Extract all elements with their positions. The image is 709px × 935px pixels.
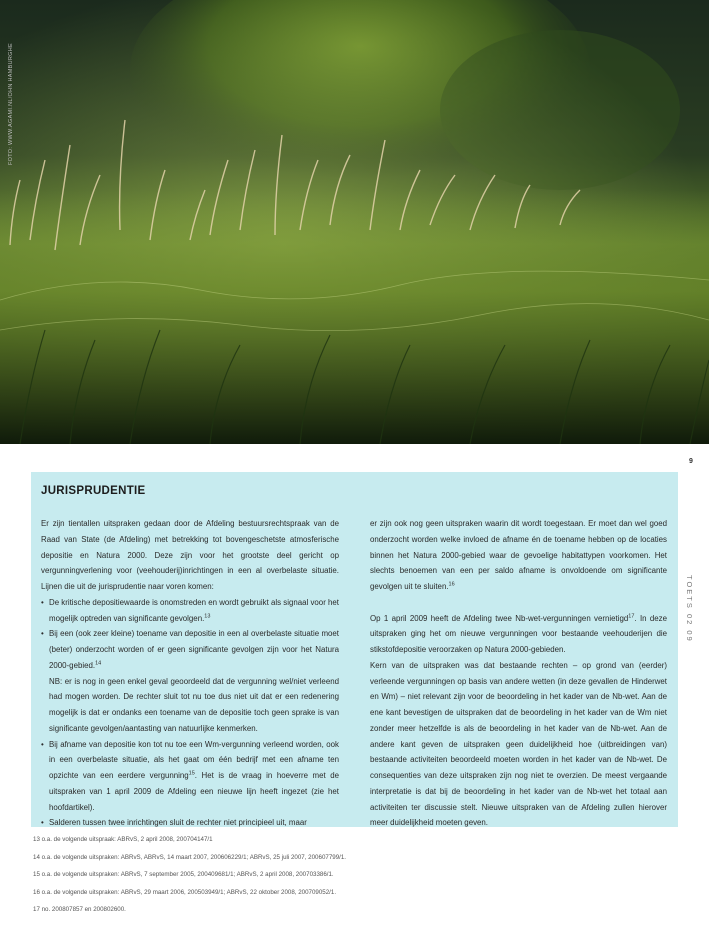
case-law-list: [41, 595, 339, 674]
page-number: 9: [689, 458, 693, 465]
paragraph-gap: [370, 595, 667, 611]
grassland-photo: [0, 0, 709, 444]
footnotes: [33, 831, 673, 919]
footnote: 15 o.a. de volgende uitspraken: ABRvS, 7 september 2005, 200409681/1; ABRvS, 2 april 2008, 200703386/1.: [33, 871, 334, 878]
jurisprudentie-box: [31, 472, 678, 827]
nb-paragraph: NB: er is nog in geen enkel geval geoordeeld dat de vergunning wel/niet verleend had mogen worden. De rechter sluit tot nu toe dus niet uit dat er een redenering mogelijk is dat er ondanks een toename van de depositie toch geen sprake is van significante gevolgen/aantasting van natuurlijke kenmerken.: [49, 676, 339, 733]
footnote-ref: 17: [628, 612, 635, 619]
footnote: 13 o.a. de volgende uitspraak: ABRvS, 2 april 2008, 200704147/1: [33, 836, 213, 843]
footnote-ref: 15: [188, 770, 195, 777]
paragraph: Op 1 april 2009 heeft de Afdeling twee Nb-wet-vergunningen vernietigd$^{17}$. In deze uitspraken ging het om nieuwe vergunningen voor bestaande veehouderijen die stikstofdepositie veroorzaken op Natura 2000-gebieden.: [370, 612, 667, 654]
footnote-ref: 16: [448, 581, 455, 588]
header-photo: [0, 0, 709, 444]
case-law-list-continued: [41, 737, 339, 832]
paragraph: Kern van de uitspraken was dat bestaande rechten – op grond van (eerder) verleende vergunningen op basis van andere wetten (in deze gevallen de Hinderwet en Wm) – niet relevant zijn voor de beoordeling in het kader van de Nb-wet. Aan de ene kant bevestigen de uitspraken dat de beoordeling in het kader van de Wm niet zonder meer hetzelfde is als de beoordeling in het kader van de Nb-wet. Aan de andere kant geven de uitspraken geen duidelijkheid hoe (uitbreidingen van) bestaande activiteiten beoordeeld moeten worden in het kader van de Nb-wet. De consequenties van deze uitspraken zijn nog niet te overzien. De meest vergaande interpretatie is dat bij de beoordeling in het kader van de Nb-wet het totaal aan activiteiten ter discussie stelt. Nieuwe uitspraken van de Afdeling zullen hierover meer duidelijkheid moeten geven.: [370, 660, 667, 828]
footnote: 14 o.a. de volgende uitspraken: ABRvS, ABRvS, 14 maart 2007, 200606229/1; ABRvS, 25 juli 2007, 200607799/1.: [33, 853, 347, 861]
footnote-ref: 14: [95, 660, 102, 667]
list-item: • Salderen tussen twee inrichtingen sluit de rechter niet principieel uit, maar: [41, 815, 339, 831]
paragraph: er zijn ook nog geen uitspraken waarin dit wordt toegestaan. Er moet dan wel goed onderzocht worden welke invloed de afname én de toename hebben op de locaties binnen het Natura 2000-gebied waar de gevoelige habitattypen voorkomen. Het slechts benoemen van een per saldo afname is onvoldoende om significante gevolgen uit te sluiten.$^{16}$: [370, 519, 667, 591]
side-label-text: TOETS 02 09: [685, 575, 694, 643]
side-label: [686, 575, 696, 645]
box-title: JURISPRUDENTIE: [41, 485, 146, 497]
list-item: • De kritische depositiewaarde is onomstreden en wordt gebruikt als signaal voor het mogelijk optreden van significante gevolgen.$^{13}$: [41, 595, 339, 627]
intro-paragraph: Er zijn tientallen uitspraken gedaan door de Afdeling bestuursrechtspraak van de Raad van State (de Afdeling) met betrekking tot bovengeschetste atmosferische depositie en Natura 2000. Deze zijn voor het grootste deel gericht op vergunningverlening voor (veehouderij)inrichtingen in een al overbelaste situatie. Lijnen die uit de jurisprudentie naar voren komen:: [41, 519, 339, 591]
left-column: [41, 516, 339, 831]
list-item: • Bij afname van depositie kon tot nu toe een Wm-vergunning verleend worden, ook in een overbelaste situatie, als het gaat om één bedrijf met een afname ten opzichte van een eerdere vergunning$^{15}$. Het is de vraag in hoeverre met de uitspraken van 1 april 2009 de Afdeling een nieuwe lijn heeft ingezet (zie het hoofdartikel).: [41, 737, 339, 816]
footnote: 17 no. 200807857 en 200802600.: [33, 906, 126, 913]
photo-credit: [8, 43, 20, 165]
list-item: • Bij een (ook zeer kleine) toename van depositie in een al overbelaste situatie moet (beter) onderzocht worden of er geen significante gevolgen zijn voor het Natura 2000-gebied.$^{14}$: [41, 626, 339, 673]
footnote: 16 o.a. de volgende uitspraken: ABRvS, 29 maart 2006, 200503949/1; ABRvS, 22 oktober 2008, 200709052/1.: [33, 888, 337, 896]
right-column: [370, 516, 667, 831]
footnote-ref: 13: [204, 612, 211, 619]
photo-credit-text: FOTO: WWW.AGAMI.NL/OHN HAMBURGHE: [8, 43, 14, 165]
